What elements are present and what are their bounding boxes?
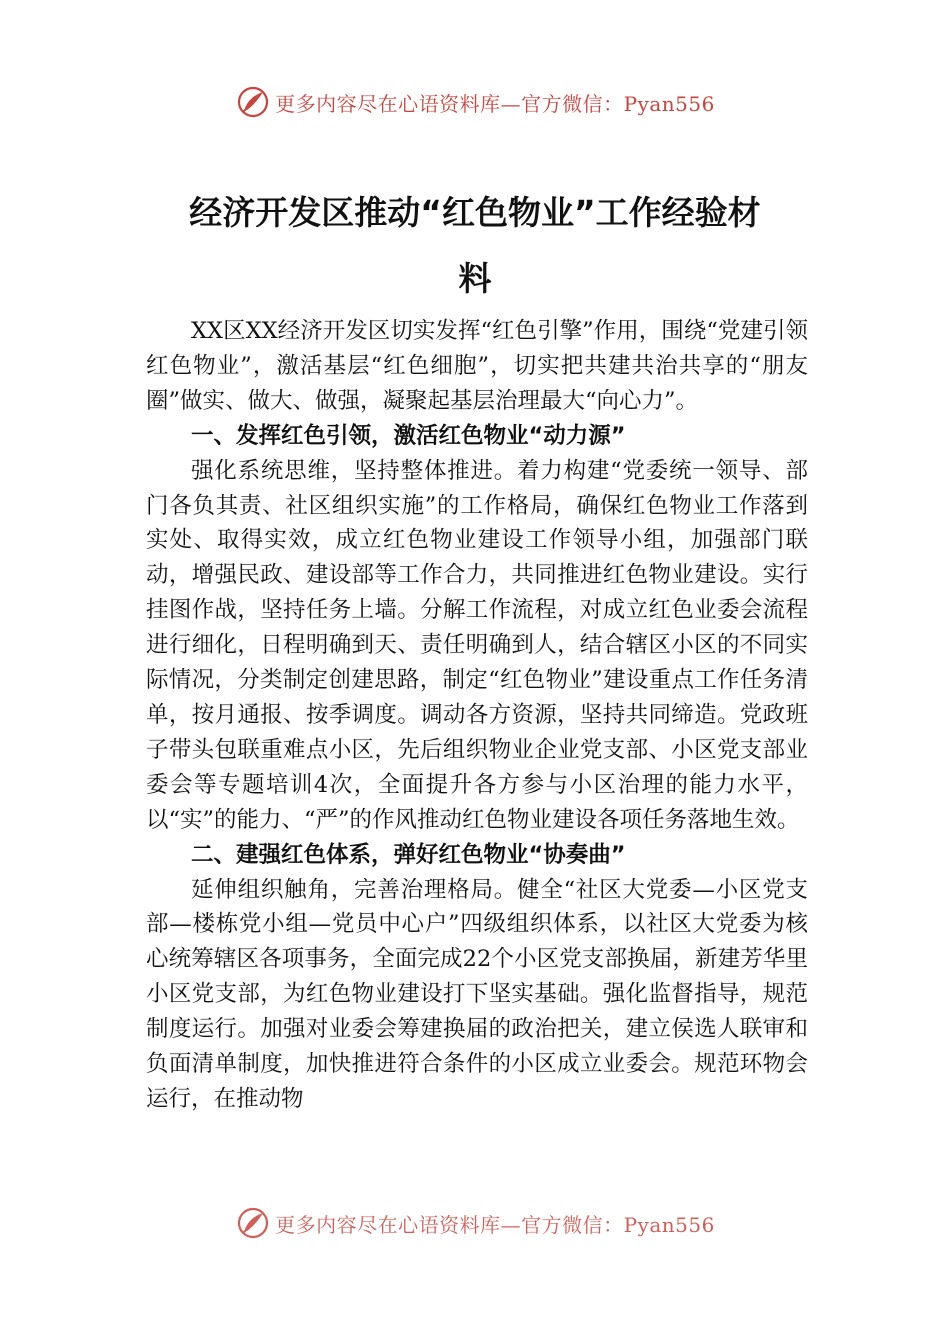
section-1-heading: 一、发挥红色引领，激活红色物业“动力源”	[191, 422, 626, 449]
title-line-1: 经济开发区推动“红色物业”工作经验材	[189, 193, 761, 232]
section-1-paragraph: 强化系统思维，坚持整体推进。着力构建“党委统一领导、部门各负其责、社区组织实施”的工作格局，确保红色物业工作落到实处、取得实效，成立红色物业建设工作领导小组，加强部门联动，增强民政、建设部等工作合力，共同推进红色物业建设。实行挂图作战，坚持任务上墙。分解工作流程，对成立红色业委会流程进行细化，日程明确到天、责任明确到人，结合辖区小区的不同实际情况，分类制定创建思路，制定“红色物业”建设重点工作任务清单，按月通报、按季调度。调动各方资源，坚持共同缔造。党政班子带头包联重难点小区，先后组织物业企业党支部、小区党支部业委会等专题培训4次，全面提升各方参与小区治理的能力水平，以“实”的能力、“严”的作风推动红色物业建设各项任务落地生效。	[146, 457, 808, 833]
section-2-heading: 二、建强红色体系，弹好红色物业“协奏曲”	[191, 841, 626, 868]
watermark-text: 更多内容尽在心语资料库—官方微信：Pyan556	[275, 91, 715, 116]
header-watermark	[0, 84, 950, 120]
section-2-paragraph: 延伸组织触角，完善治理格局。健全“社区大党委—小区党支部—楼栋党小组—党员中心户”四级组织体系，以社区大党委为核心统筹辖区各项事务，全面完成22个小区党支部换届，新建芳华里小区党支部，为红色物业建设打下坚实基础。强化监督指导，规范制度运行。加强对业委会筹建换届的政治把关，建立侯选人联审和负面清单制度，加快推进符合条件的小区成立业委会。规范环物会运行，在推动物	[146, 876, 808, 1112]
footer-watermark	[0, 1205, 950, 1241]
watermark-text: 更多内容尽在心语资料库—官方微信：Pyan556	[275, 1212, 715, 1237]
title-line-2: 料	[458, 259, 492, 298]
pen-nib-logo-icon	[235, 84, 271, 120]
document-title	[0, 180, 950, 312]
document-body	[146, 314, 808, 1117]
intro-paragraph: XX区XX经济开发区切实发挥“红色引擎”作用，围绕“党建引领红色物业”，激活基层“红色细胞”，切实把共建共治共享的“朋友圈”做实、做大、做强，凝聚起基层治理最大“向心力”。	[146, 318, 808, 414]
pen-nib-logo-icon	[235, 1205, 271, 1241]
